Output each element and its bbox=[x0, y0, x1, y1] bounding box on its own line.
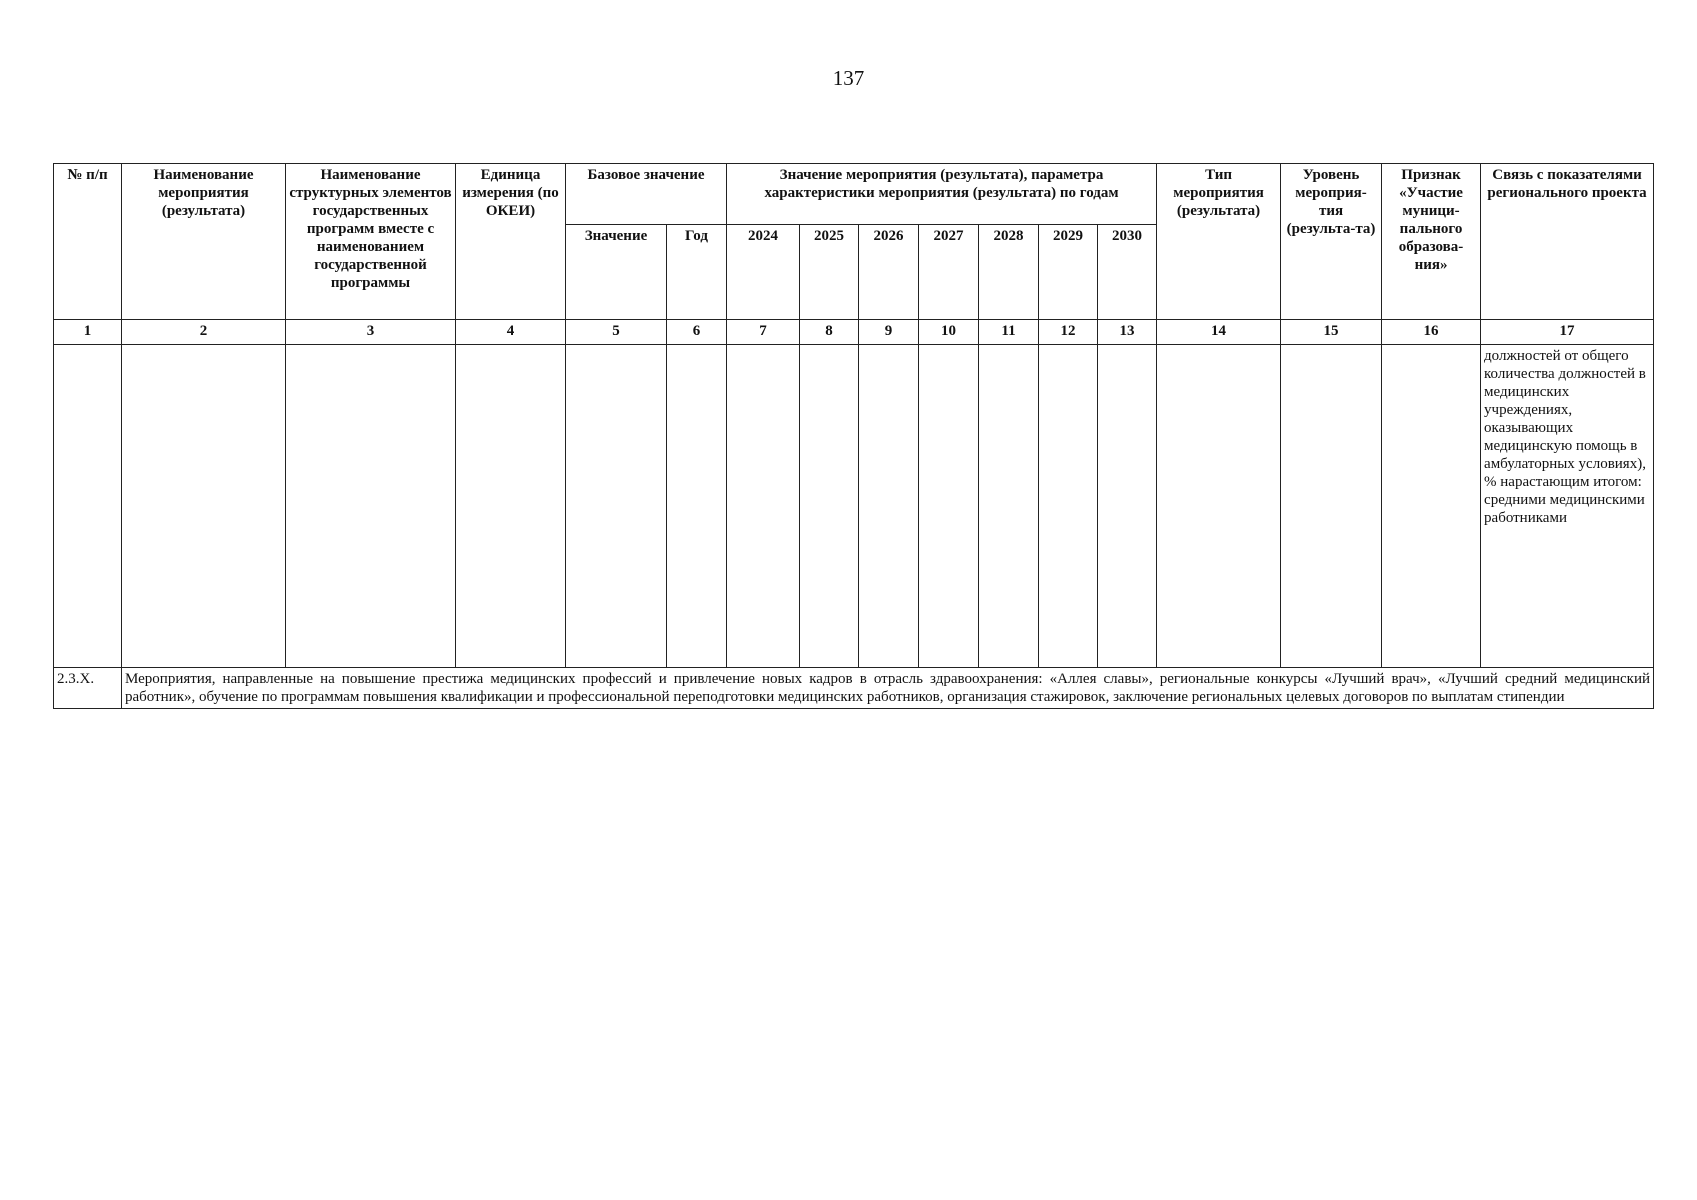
column-number: 5 bbox=[566, 320, 667, 345]
table-cell bbox=[859, 345, 919, 668]
table-cell bbox=[286, 345, 456, 668]
header-base-value: Базовое значение bbox=[566, 164, 727, 225]
header-row-top bbox=[54, 164, 1654, 225]
table-cell bbox=[456, 345, 566, 668]
header-activity-level: Уровень мероприя-тия (результа-та) bbox=[1281, 164, 1382, 320]
column-number: 3 bbox=[286, 320, 456, 345]
table-cell bbox=[800, 345, 859, 668]
header-municipal-participation: Признак «Участие муници-пального образова-ния» bbox=[1382, 164, 1481, 320]
table-cell bbox=[979, 345, 1039, 668]
column-number: 7 bbox=[727, 320, 800, 345]
activities-table bbox=[53, 163, 1654, 709]
header-unit: Единица измерения (по ОКЕИ) bbox=[456, 164, 566, 320]
regional-project-link-text: должностей от общего количества должностей в медицинских учреждениях, оказывающих медицинскую помощь в амбулаторных условиях), % нарастающим итогом: средними медицинскими работниками bbox=[1481, 345, 1654, 668]
table-cell bbox=[1281, 345, 1382, 668]
column-number: 14 bbox=[1157, 320, 1281, 345]
activity-number: 2.3.Х. bbox=[54, 668, 122, 709]
activity-row bbox=[54, 668, 1654, 709]
header-activity-name: Наименование мероприятия (результата) bbox=[122, 164, 286, 320]
header-number: № п/п bbox=[54, 164, 122, 320]
column-number: 8 bbox=[800, 320, 859, 345]
column-number: 1 bbox=[54, 320, 122, 345]
table-cell bbox=[1157, 345, 1281, 668]
column-number-row bbox=[54, 320, 1654, 345]
header-activity-type: Тип мероприятия (результата) bbox=[1157, 164, 1281, 320]
activity-description: Мероприятия, направленные на повышение престижа медицинских профессий и привлечение новых кадров в отрасль здравоохранения: «Аллея славы», региональные конкурсы «Лучший врач», «Лучший средний медицинский работник», обучение по программам повышения квалификации и профессиональной переподготовки медицинских работников, организация стажировок, заключение региональных целевых договоров по выплатам стипендии bbox=[122, 668, 1654, 709]
header-year: 2024 bbox=[727, 225, 800, 320]
column-number: 10 bbox=[919, 320, 979, 345]
column-number: 2 bbox=[122, 320, 286, 345]
header-year: 2027 bbox=[919, 225, 979, 320]
header-year: 2028 bbox=[979, 225, 1039, 320]
header-year: 2026 bbox=[859, 225, 919, 320]
column-number: 16 bbox=[1382, 320, 1481, 345]
header-year: 2025 bbox=[800, 225, 859, 320]
header-structural-elements: Наименование структурных элементов государственных программ вместе с наименованием государственной программы bbox=[286, 164, 456, 320]
column-number: 4 bbox=[456, 320, 566, 345]
column-number: 6 bbox=[667, 320, 727, 345]
header-values-by-year: Значение мероприятия (результата), параметра характеристики мероприятия (результата) по годам bbox=[727, 164, 1157, 225]
table-cell bbox=[1039, 345, 1098, 668]
header-base-value-amount: Значение bbox=[566, 225, 667, 320]
column-number: 17 bbox=[1481, 320, 1654, 345]
page-number: 137 bbox=[832, 66, 865, 90]
column-number: 13 bbox=[1098, 320, 1157, 345]
table-cell bbox=[122, 345, 286, 668]
header-base-year: Год bbox=[667, 225, 727, 320]
continued-row bbox=[54, 345, 1654, 668]
header-regional-project-link: Связь с показателями регионального проекта bbox=[1481, 164, 1654, 320]
table-cell bbox=[727, 345, 800, 668]
header-year: 2029 bbox=[1039, 225, 1098, 320]
column-number: 9 bbox=[859, 320, 919, 345]
table-cell bbox=[919, 345, 979, 668]
header-year: 2030 bbox=[1098, 225, 1157, 320]
table-cell bbox=[667, 345, 727, 668]
table-cell bbox=[1098, 345, 1157, 668]
column-number: 12 bbox=[1039, 320, 1098, 345]
column-number: 15 bbox=[1281, 320, 1382, 345]
column-number: 11 bbox=[979, 320, 1039, 345]
table-cell bbox=[54, 345, 122, 668]
table-cell bbox=[566, 345, 667, 668]
table-cell bbox=[1382, 345, 1481, 668]
